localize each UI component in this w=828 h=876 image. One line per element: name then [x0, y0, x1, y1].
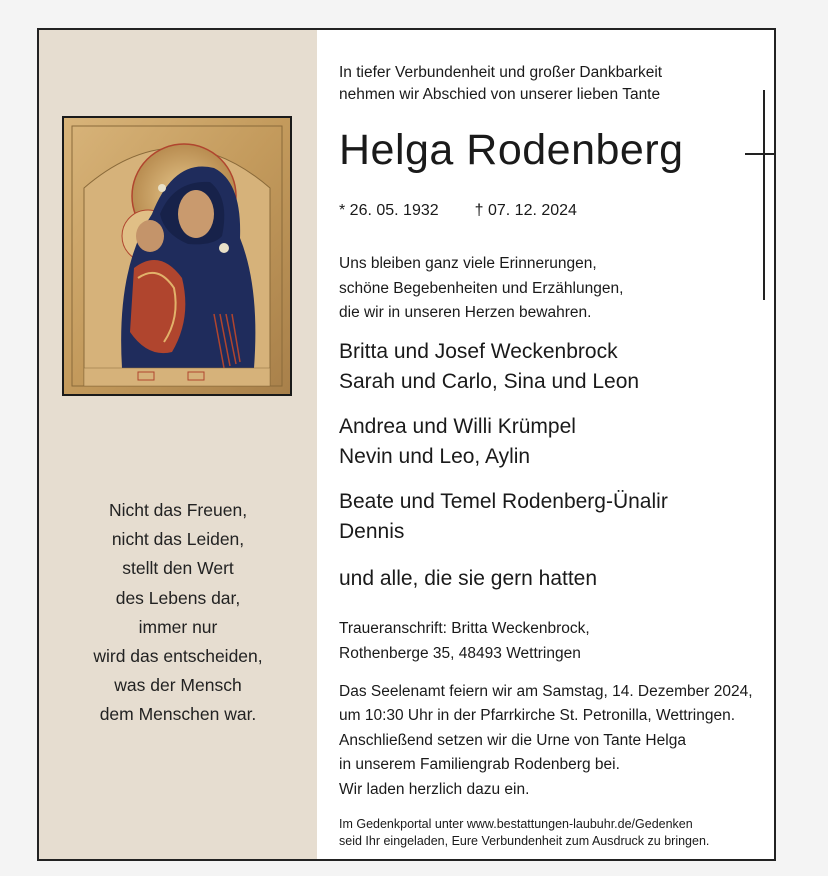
- service-line: Das Seelenamt feiern wir am Samstag, 14. Dezember 2024,: [339, 683, 753, 700]
- memory-line: Uns bleiben ganz viele Erinnerungen,: [339, 255, 597, 272]
- address-line: Rothenberge 35, 48493 Wettringen: [339, 644, 581, 662]
- family-group: [339, 487, 668, 546]
- family-line: und alle, die sie gern hatten: [339, 567, 598, 590]
- family-line: Dennis: [339, 519, 405, 543]
- death-date: † 07. 12. 2024: [474, 202, 577, 219]
- poem-line: des Lebens dar,: [115, 587, 241, 608]
- poem-text: [39, 496, 317, 730]
- intro-line: nehmen wir Abschied von unserer lieben Tante: [339, 86, 661, 103]
- portal-line: Im Gedenkportal unter www.bestattungen-laubuhr.de/Gedenken: [339, 817, 693, 831]
- family-line: Nevin und Leo, Aylin: [339, 444, 531, 468]
- poem-line: stellt den Wert: [122, 558, 234, 579]
- deceased-name: Helga Rodenberg: [339, 126, 684, 174]
- poem-line: Nicht das Freuen,: [108, 500, 248, 520]
- service-line: um 10:30 Uhr in der Pfarrkirche St. Petronilla, Wettringen.: [339, 707, 735, 725]
- family-line: Britta und Josef Weckenbrock: [339, 340, 618, 363]
- family-group: [339, 337, 639, 396]
- family-line: Beate und Temel Rodenberg-Ünalir: [339, 490, 668, 513]
- memory-text: [339, 252, 623, 326]
- service-info: [339, 680, 753, 802]
- poem-line: nicht das Leiden,: [111, 529, 245, 550]
- obituary-card: [37, 28, 776, 861]
- poem-line: immer nur: [138, 616, 218, 637]
- mourning-address: [339, 617, 590, 666]
- memorial-portal-note: [339, 816, 709, 850]
- memory-line: die wir in unseren Herzen bewahren.: [339, 304, 592, 321]
- main-text: [339, 30, 774, 859]
- address-line: Traueranschrift: Britta Weckenbrock,: [339, 620, 590, 637]
- family-line: Andrea und Willi Krümpel: [339, 415, 576, 438]
- birth-date: * 26. 05. 1932: [339, 202, 439, 219]
- madonna-icon-image: [62, 116, 292, 396]
- memory-line: schöne Begebenheiten und Erzählungen,: [339, 279, 624, 297]
- poem-line: was der Mensch: [114, 675, 242, 696]
- left-panel: [39, 30, 317, 859]
- poem-line: dem Menschen war.: [99, 704, 257, 725]
- intro-line: In tiefer Verbundenheit und großer Dankbarkeit: [339, 64, 663, 81]
- intro-text: [339, 62, 662, 106]
- poem-line: wird das entscheiden,: [93, 646, 263, 667]
- family-group: [339, 412, 576, 471]
- life-dates: [339, 202, 577, 220]
- service-line: in unserem Familiengrab Rodenberg bei.: [339, 756, 620, 774]
- service-line: Wir laden herzlich dazu ein.: [339, 780, 530, 798]
- family-line: Sarah und Carlo, Sina und Leon: [339, 369, 640, 393]
- portal-line: seid Ihr eingeladen, Eure Verbundenheit zum Ausdruck zu bringen.: [339, 834, 710, 848]
- family-group: [339, 564, 597, 594]
- service-line: Anschließend setzen wir die Urne von Tante Helga: [339, 731, 686, 749]
